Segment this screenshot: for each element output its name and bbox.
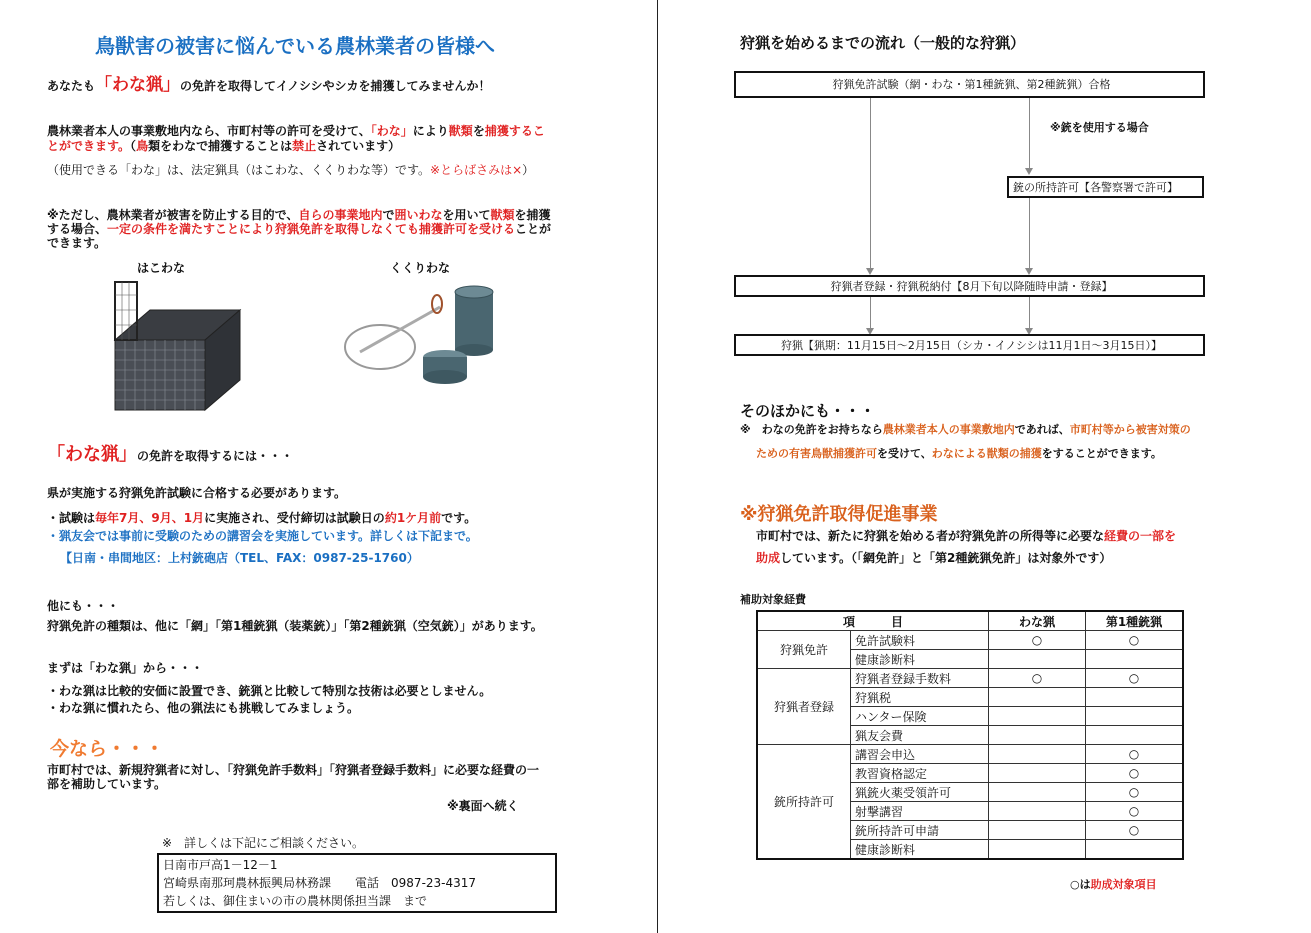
gun-cell: ○ — [1086, 764, 1184, 783]
wana-cell — [989, 745, 1086, 764]
item-cell: 狩猟者登録手数料 — [851, 669, 989, 688]
gun-note: ※銃を使用する場合 — [1050, 121, 1149, 134]
gun-cell — [1086, 840, 1184, 860]
para2: （使用できる「わな」は、法定猟具（はこわな、くくりわな等）です。※とらばさみは×） — [47, 163, 535, 177]
table-caption: 補助対象経費 — [740, 593, 806, 606]
wana-cell — [989, 764, 1086, 783]
contact-alt: 若しくは、御住まいの市の農林関係担当課 まで — [163, 894, 428, 908]
promo-line1: 市町村では、新たに狩猟を始める者が狩猟免許の所得等に必要な経費の一部を — [756, 529, 1177, 543]
wana-cell: ○ — [989, 669, 1086, 688]
gun-cell: ○ — [1086, 669, 1184, 688]
flow-box-exam: 狩猟免許試験（網・わな・第1種銃猟、第2種銃猟）合格 — [734, 71, 1205, 98]
wana-cell — [989, 783, 1086, 802]
item-cell: 狩猟税 — [851, 688, 989, 707]
intro-line — [47, 77, 491, 94]
flow-box-registration: 狩猟者登録・狩猟税納付【8月下旬以降随時申請・登録】 — [734, 275, 1205, 297]
gun-cell: ○ — [1086, 631, 1184, 650]
label-kukuriwana: くくりわな — [390, 261, 451, 275]
contact-box — [157, 853, 557, 913]
item-cell: 教習資格認定 — [851, 764, 989, 783]
other-right-line2: ための有害鳥獣捕獲許可を受けて、わなによる獣類の捕獲をすることができます。 — [756, 447, 1162, 460]
other-head: 他にも・・・ — [47, 599, 120, 613]
other-head-right: そのほかにも・・・ — [740, 402, 876, 420]
gun-cell: ○ — [1086, 745, 1184, 764]
promo-head: ※狩猟免許取得促進事業 — [740, 504, 938, 525]
header-item: 項 目 — [757, 611, 989, 631]
item-cell: 猟友会費 — [851, 726, 989, 745]
other-body: 狩猟免許の種類は、他に「網」「第1種銃猟（装薬銃）」「第2種銃猟（空気銃）」があります。 — [47, 619, 543, 633]
flow-box-hunting: 狩猟【猟期：11月15日～2月15日（シカ・イノシシは11月1日～3月15日）】 — [734, 334, 1205, 356]
snare-trap-image — [340, 282, 500, 392]
intro-pre: あなたも — [47, 79, 96, 93]
wana-cell — [989, 688, 1086, 707]
gun-cell — [1086, 707, 1184, 726]
item-cell: 猟銃火薬受領許可 — [851, 783, 989, 802]
consult-note: ※ 詳しくは下記にご相談ください。 — [162, 836, 365, 850]
header-gun: 第1種銃猟 — [1086, 611, 1184, 631]
contact-org-line: 宮崎県南那珂農林振興局林務課 電話 0987-23-4317 — [163, 876, 477, 890]
item-cell: ハンター保険 — [851, 707, 989, 726]
gun-cell: ○ — [1086, 802, 1184, 821]
subsidy-table — [756, 610, 1184, 860]
gun-cell: ○ — [1086, 783, 1184, 802]
wana-cell — [989, 707, 1086, 726]
header-wana: わな猟 — [989, 611, 1086, 631]
item-cell: 講習会申込 — [851, 745, 989, 764]
first-bullet1: ・わな猟は比較的安価に設置でき、銃猟と比較して特別な技術は必要としません。 — [47, 684, 492, 698]
other-right-line1: ※ わなの免許をお持ちなら農林業者本人の事業敷地内であれば、市町村等から被害対策の — [740, 423, 1191, 436]
table-row — [757, 745, 1183, 764]
promo-line2: 助成しています。（「網免許」と「第2種銃猟免許」は対象外です） — [756, 551, 1112, 565]
wana-cell — [989, 821, 1086, 840]
now-line1: 市町村では、新規狩猟者に対し、「狩猟免許手数料」「狩猟者登録手数料」に必要な経費の一 — [47, 763, 540, 777]
item-cell: 銃所持許可申請 — [851, 821, 989, 840]
para1-line2: とができます。（鳥類をわなで捕獲することは禁止されています） — [47, 139, 401, 153]
legend: ○は助成対象項目 — [1070, 878, 1157, 891]
wana-cell — [989, 726, 1086, 745]
gun-cell — [1086, 726, 1184, 745]
arrow-1 — [870, 98, 871, 272]
gun-cell — [1086, 650, 1184, 669]
arrow-gun-2 — [1029, 198, 1030, 272]
flow-title: 狩猟を始めるまでの流れ（一般的な狩猟） — [740, 34, 1026, 52]
continue-note: ※裏面へ続く — [447, 799, 519, 813]
first-bullet2: ・わな猟に慣れたら、他の猟法にも挑戦してみましょう。 — [47, 701, 360, 715]
requirement: 県が実施する狩猟免許試験に合格する必要があります。 — [47, 486, 347, 500]
note-line3: できます。 — [47, 236, 107, 250]
item-cell: 免許試験料 — [851, 631, 989, 650]
page-divider — [657, 0, 658, 933]
intro-wana: 「わな猟」 — [95, 75, 181, 95]
now-head: 今なら・・・ — [50, 738, 165, 760]
group-cell: 狩猟免許 — [757, 631, 851, 669]
group-cell: 銃所持許可 — [757, 745, 851, 860]
contact-address: 日南市戸高1－12－1 — [163, 858, 278, 872]
now-line2: 部を補助しています。 — [47, 777, 167, 791]
gun-cell: ○ — [1086, 821, 1184, 840]
howto-line: 「わな猟」の免許を取得するには・・・ — [47, 444, 294, 465]
note-line2: する場合、一定の条件を満たすことにより狩猟免許を取得しなくても捕獲許可を受けることが — [47, 222, 552, 236]
label-hakowana: はこわな — [137, 261, 186, 275]
item-cell: 健康診断料 — [851, 840, 989, 860]
course-contact: 【日南・串間地区：上村銃砲店（TEL、FAX：0987-25-1760） — [60, 551, 419, 565]
left-page-title: 鳥獣害の被害に悩んでいる農林業者の皆様へ — [95, 34, 495, 58]
note-line1: ※ただし、農林業者が被害を防止する目的で、自らの事業地内で囲いわなを用いて獣類を捕獲 — [47, 208, 551, 222]
group-cell: 狩猟者登録 — [757, 669, 851, 745]
item-cell: 健康診断料 — [851, 650, 989, 669]
wana-cell — [989, 650, 1086, 669]
arrow-gun — [1029, 98, 1030, 170]
table-row — [757, 631, 1183, 650]
first-head: まずは「わな猟」から・・・ — [47, 661, 204, 675]
wana-cell: ○ — [989, 631, 1086, 650]
bullet-course: ・猟友会では事前に受験のための講習会を実施しています。詳しくは下記まで。 — [47, 529, 478, 543]
intro-post: の免許を取得してイノシシやシカを捕獲してみませんか！ — [180, 79, 491, 93]
item-cell: 射撃講習 — [851, 802, 989, 821]
wana-cell — [989, 840, 1086, 860]
para1-line1: 農林業者本人の事業敷地内なら、市町村等の許可を受けて、「わな」により獣類を捕獲するこ — [47, 124, 545, 138]
wana-cell — [989, 802, 1086, 821]
flow-box-gun-permit: 銃の所持許可【各警察署で許可】 — [1007, 176, 1204, 198]
gun-cell — [1086, 688, 1184, 707]
table-row — [757, 669, 1183, 688]
box-trap-image — [110, 280, 250, 420]
bullet-exam: ・試験は毎年7月、9月、1月に実施され、受付締切は試験日の約1ケ月前です。 — [47, 511, 477, 525]
